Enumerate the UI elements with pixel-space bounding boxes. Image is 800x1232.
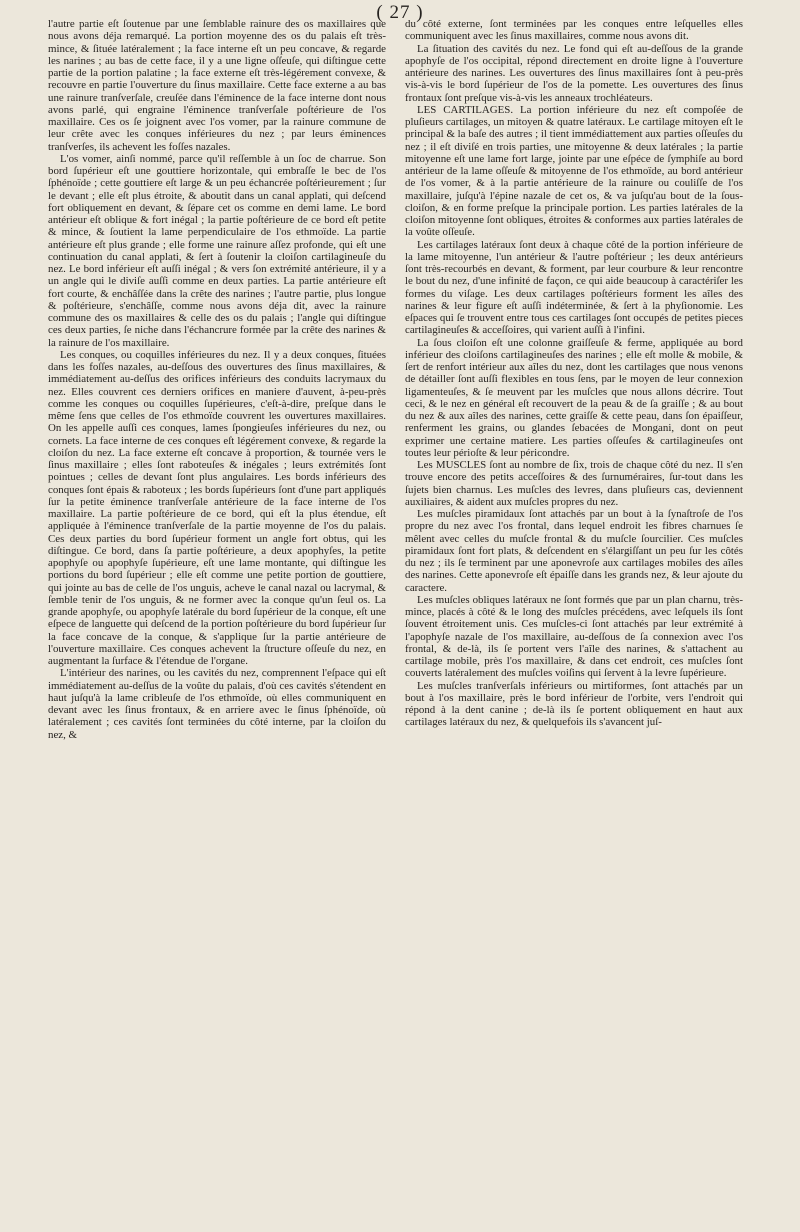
paragraph: Les conques, ou coquilles inférieures du nez. Il y a deux conques, ſituées dans les foſſes nazales, au-deſſous des ouvertures des ſinus maxillaires, & immédiatement au-deſſus des orifices inférieurs des conduits lacrymaux du nez. Elles couvrent ces derniers orifices en maniere d'auvent, à-peu-près comme les conques ou coquilles ſupérieures, c'eſt-à-dire, preſque dans le même ſens que celles de l'os ethmoïde couvrent les ouvertures maxillaires. On les appelle auſſi ces conques, lames ſpongieuſes inférieures du nez, ou cornets. La face interne de ces conques eſt légérement convexe, & regarde la cloiſon du nez. La face externe eſt concave à proportion, & tournée vers le ſinus maxillaire ; elles ſont raboteuſes & inégales ; leurs extrémités ſont pointues ; celles de devant ſont plus angulaires. Les bords inférieurs des conques ſont épais & raboteux ; les bords ſupérieurs ſont d'une part appliqués ſur la petite éminence tranſverſale antérieure de la face interne de l'os maxillaire. La partie poſtérieure de ce bord, qui eſt la plus étendue, eſt appliquée à l'éminence tranſverſale de la partie moyenne de l'os du palais. Ces deux parties du bord ſupérieur forment un angle fort obtus, qui les diſtingue. Ce bord, dans ſa partie poſtérieure, a deux apophyſes, la petite apophyſe ou apophyſe ſupérieure, eſt une lame montante, qui diſtingue les portions du bord ſupérieur ; elle eſt comme une petite portion de gouttiere, qui jointe au bas de celle de l'os unguis, acheve le canal nazal ou lacrymal, & ſemble tenir de l'os unguis, & ne former avec la conque qu'un ſeul os. La grande apophyſe, ou apophyſe latérale du bord ſupérieur de la conque, eſt une eſpece de languette qui deſcend de la portion poſtérieure du bord ſupérieur ſur la face concave de la conque, & s'applique ſur la partie antérieure de l'ouverture maxillaire. Ces conques achevent la ſtructure oſſeuſe du nez, en augmentant la ſurface & l'étendue de l'organe. [48, 348, 386, 667]
paragraph: l'autre partie eſt ſoutenue par une ſemblable rainure des os maxillaires que nous avons déja remarqué. La portion moyenne des os du palais eſt très-mince, & ſituée latéralement ; la face interne eſt un peu concave, & regarde les narines ; au bas de cette face, il y a une ligne oſſeuſe, qui diſtingue cette partie de la portion palatine ; la face externe eſt très-légérement convexe, & recouvre en partie l'ouverture du ſinus maxillaire. Cette face externe a au bas une rainure tranſverſale, creuſée dans l'éminence de la face interne dont nous avons parlé, qui engraine l'éminence tranſverſale poſtérieure de l'os maxillaire. Ces os ſe joignent avec l'os vomer, par la rainure commune de leur crête avec les conques inférieures du nez ; par leurs éminences tranſverſes, ils achevent les foſſes nazales. [48, 18, 386, 153]
paragraph: Les muſcles piramidaux ſont attachés par un bout à la ſynaſtroſe de l'os propre du nez avec l'os frontal, dans lequel endroit les fibres charnues ſe mêlent avec celles du muſcle frontal & du muſcle ſourcilier. Ces muſcles piramidaux ſont fort plats, & deſcendent en s'élargiſſant un peu ſur les côtés du nez ; ils ſe terminent par une aponevroſe aux cartilages mobiles des aîles des narines. Cette aponevroſe eſt épaiſſe dans les grands nez, & leur ajoute du caractere. [405, 508, 743, 594]
paragraph: La ſous cloiſon eſt une colonne graiſſeuſe & ferme, appliquée au bord inférieur des cloiſons cartilagineuſes des narines ; elle eſt molle & mobile, & ſert de renfort intérieur aux aîles du nez, dont les cartilages que nous venons de détailler ſont auſſi flexibles en tous ſens, par le moyen de leur connexion ligamenteuſes, & ſe meuvent par les muſcles que nous allons décrire. Tout ceci, & le nez en général eſt recouvert de la peau & de ſa graiſſe ; & au bout du nez & aux aîles des narines, cette graiſſe & cette peau, dans ſon épaiſſeur, renferment les grains, ou glandes ſebacées de Mongani, dont on peut exprimer une certaine matiere. Les parties oſſeuſes & cartilagineuſes ont toutes leur périoſte & leur péricondre. [405, 336, 743, 459]
paragraph: Les muſcles obliques latéraux ne ſont formés que par un plan charnu, très-mince, placés à côté & le long des muſcles précédens, avec leſquels ils ſont ſouvent étroitement unis. Ces muſcles-ci ſont attachés par leur extrémité à l'apophyſe nazale de l'os maxillaire, au-deſſous de ſa connexion avec l'os frontal, & de-là, ils ſe portent vers l'aîle des narines, & s'attachent au cartilage mobile, près l'os maxillaire, & dans cet endroit, ces muſcles ſont couverts latéralement des muſcles voiſins qui ſervent à la levre ſupérieure. [405, 593, 743, 680]
page-number: ( 27 ) [376, 2, 424, 23]
paragraph: Les muſcles tranſverſals inférieurs ou mirtiformes, ſont attachés par un bout à l'os maxillaire, près le bord inférieur de l'orbite, vers l'endroit qui répond à la dent canine ; de-là ils ſe portent obliquement en haut aux cartilages latéraux du nez, & quelquefois ils s'avancent juſ- [405, 679, 743, 729]
right-column [405, 18, 743, 729]
paragraph: L'os vomer, ainſi nommé, parce qu'il reſſemble à un ſoc de charrue. Son bord ſupérieur eſt une gouttiere horizontale, qui embraſſe le bec de l'os ſphénoïde ; cette gouttiere eſt large & un peu échancrée poſtérieurement ; ſur le devant ; elle eſt plus étroite, & aboutit dans un canal applati, qui deſcend fort obliquement en devant, & ſépare cet os comme en demi lame. Le bord antérieur eſt oblique & fort inégal ; la partie poſtérieure de ce bord eſt petite & mince, & ſoutient la lame perpendiculaire de l'os ethmoïde. La partie antérieure eſt plus grande ; elle forme une rainure aſſez profonde, qui eſt une continuation du canal applati, & ſert à ſoutenir la cloiſon cartilagineuſe du nez. Le bord inférieur eſt auſſi inégal ; & vers ſon extrémité antérieure, il y a un angle qui le diviſe auſſi comme en deux parties. La partie antérieure eſt fort courte, & enchâſſée dans la crête des narines ; l'autre partie, plus longue & poſtérieure, s'enchâſſe, comme nous avons déja dit, avec la rainure commune des os maxillaires & celle des os du palais ; l'angle qui diſtingue ces deux parties, ſe niche dans l'échancrure formée par la crête des narines & la rainure de l'os maxillaire. [48, 152, 386, 349]
paragraph: LES CARTILAGES. La portion inférieure du nez eſt compoſée de pluſieurs cartilages, un mitoyen & quatre latéraux. Le cartilage mitoyen eſt le principal & la baſe des autres ; il tient immédiattement aux parties oſſeuſes du nez ; il eſt diviſé en trois parties, une mitoyenne & deux latérales ; la partie mitoyenne eſt une lame fort large, jointe par une eſpéce de ſymphiſe au bord antérieur de la lame oſſeuſe & mitoyenne de l'os ethmoïde, au bord antérieur de l'os vomer, & à la partie antérieure de la rainure ou couliſſe de l'os maxillaire, juſqu'à l'épine nazale de cet os, & va juſqu'au bout de la ſous-cloiſon, & en forme preſque la principale portion. Les parties latérales de la cloiſon mitoyenne ſont obliques, étroites & conformes aux parties latérales de la voûte oſſeuſe. [405, 103, 743, 239]
left-column [48, 18, 386, 741]
paragraph: Les MUSCLES ſont au nombre de ſix, trois de chaque côté du nez. Il s'en trouve encore des petits acceſſoires & des ſurnuméraires, ſur-tout dans les ſujets bien charnus. Les muſcles des levres, dans pluſieurs cas, deviennent auxiliaires, & aident aux muſcles propres du nez. [405, 459, 743, 508]
paragraph: L'intérieur des narines, ou les cavités du nez, comprennent l'eſpace qui eſt immédiatement au-deſſus de la voûte du palais, d'où ces cavités s'étendent en haut juſqu'à la lame cribleuſe de l'os ethmoïde, où elles communiquent en devant avec les ſinus frontaux, & en arriere avec le ſinus ſphénoïde, où latéralement ; ces cavités ſont terminées du côté interne, par la cloiſon du nez, & [48, 667, 386, 741]
paragraph: du côté externe, ſont terminées par les conques entre leſquelles elles communiquent avec les ſinus maxillaires, comme nous avons dit. [405, 18, 743, 43]
paragraph: La ſituation des cavités du nez. Le fond qui eſt au-deſſous de la grande apophyſe de l'os occipital, répond directement en droite ligne à l'ouverture antérieure des narines. Les ouvertures des ſinus maxillaires ſont à peu-près vis-à-vis le bord ſupérieur de l'os de la pomette. Les ouvertures des ſinus frontaux ſont preſque vis-à-vis les anneaux trochléateurs. [405, 42, 743, 104]
paragraph: Les cartilages latéraux ſont deux à chaque côté de la portion inférieure de la lame mitoyenne, l'un antérieur & l'autre poſtérieur ; les deux antérieurs ſont très-recourbés en devant, & forment, par leur courbure & leur rencontre le bout du nez, d'une infinité de façon, ce qui aide beaucoup à caractériſer les formes du viſage. Les deux cartilages poſtérieurs forment les aîles des narines & leur figure eſt auſſi indéterminée, & ſert à la phyſionomie. Les eſpaces qui ſe trouvent entre tous ces cartilages ſont occupés de petites pieces cartilagineuſes & acceſſoires, qui varient auſſi à l'infini. [405, 238, 743, 337]
